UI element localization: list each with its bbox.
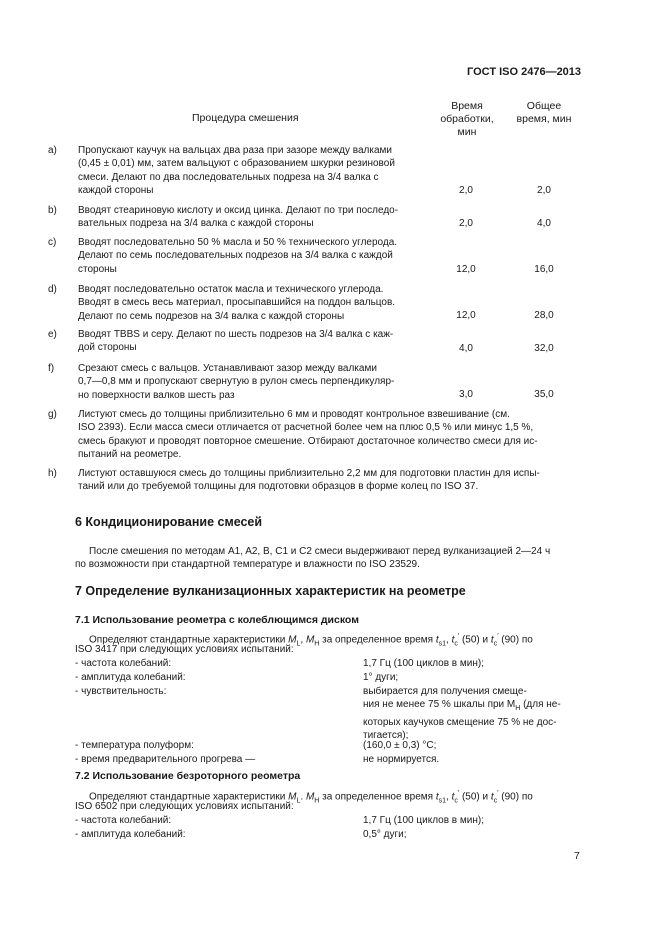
condition-label: - частота колебаний: [75, 658, 172, 669]
page-number: 7 [574, 850, 580, 862]
step-letter: c) [48, 237, 57, 248]
condition-label: - амплитуда колебаний: [75, 829, 186, 840]
condition-label: - амплитуда колебаний: [75, 672, 186, 683]
step-total: 32,0 [534, 343, 554, 354]
step-letter: f) [48, 363, 55, 374]
condition-value: выбирается для получения смеще- ния не менее 75 % шкалы при $M_H$ (для не- которых каучуков смещение 75 % не дос- тигается); [363, 686, 561, 741]
subsection-7-1-intro: Определяют стандартные характеристики $M_L$, $M_H$ за определенное время $t_{s1}$, $t_c'$ (50) и $t_c'$ (90) по [89, 633, 533, 648]
condition-label: - температура полуформ: [75, 740, 194, 751]
condition-value: 1° дуги; [363, 672, 399, 683]
condition-label: - частота колебаний: [75, 815, 172, 826]
step-letter: g) [48, 409, 57, 420]
section-6-text-cont: по возможности при стандартной температуре и влажности по ISO 23529. [75, 559, 420, 570]
step-letter: d) [48, 284, 57, 295]
condition-value: 0,5° дуги; [363, 829, 407, 840]
step-text: Листуют оставшуюся смесь до толщины приблизительно 2,2 мм для подготовки пластин для испы- таний или до требуемой толщины для подготовки образцов в форме колец по ISO 37. [78, 468, 540, 493]
condition-label: - чувствительность: [75, 686, 167, 697]
step-text: Пропускают каучук на вальцах два раза при зазоре между валками (0,45 ± 0,01) мм, затем вальцуют с образованием шкурки резиновой смеси. Делают по два последовательных подреза на 3/4 валка с каждой стороны [78, 145, 395, 196]
document-id: ГОСТ ISO 2476—2013 [467, 66, 582, 78]
subsection-7-1-heading: 7.1 Использование реометра с колеблющимся диском [75, 614, 359, 626]
subsection-7-1-intro-cont: ISO 3417 при следующих условиях испытаний: [75, 644, 294, 655]
section-7-heading: 7 Определение вулканизационных характеристик на реометре [75, 584, 466, 598]
section-6-text: После смешения по методам A1, A2, B, C1 и C2 смеси выдерживают перед вулканизацией 2—24 ч [89, 546, 551, 557]
step-total: 28,0 [534, 310, 554, 321]
step-text: Вводят последовательно остаток масла и технического углерода. Вводят в смесь весь материал, просыпавшийся на поддон вальцов. Делают по семь подрезов на 3/4 валка с каждой стороны [78, 284, 396, 322]
step-letter: a) [48, 145, 57, 156]
step-text: Вводят TBBS и серу. Делают по шесть подрезов на 3/4 валка с каж- дой стороны [78, 329, 394, 354]
condition-label: - время предварительного прогрева — [75, 754, 256, 765]
step-text: Листуют смесь до толщины приблизительно 6 мм и проводят контрольное взвешивание (см. ISO 2393). Если масса смеси отличается от расчетной более чем на плюс 0,5 % или минус 1,5 %, смесь бракуют и проводят повторное смешение. Отбирают достаточное количество смеси для ис- пытаний на реометре. [78, 409, 538, 460]
step-time: 12,0 [456, 310, 476, 321]
step-total: 4,0 [537, 218, 551, 229]
total-column-header: Общее время, мин [516, 100, 572, 125]
condition-value: (160,0 ± 0,3) °C; [363, 740, 437, 751]
step-letter: h) [48, 468, 57, 479]
step-text: Срезают смесь с вальцов. Устанавливают зазор между валками 0,7—0,8 мм и пропускают свернутую в рулон смесь перпендикуляр- но поверхности валков шесть раз [78, 363, 395, 401]
condition-value: 1,7 Гц (100 циклов в мин); [363, 815, 484, 826]
step-time: 2,0 [459, 185, 473, 196]
step-time: 2,0 [459, 218, 473, 229]
step-total: 16,0 [534, 264, 554, 275]
step-letter: e) [48, 329, 57, 340]
step-time: 3,0 [459, 389, 473, 400]
section-6-heading: 6 Кондиционирование смесей [75, 515, 263, 529]
step-text: Вводят стеариновую кислоту и оксид цинка. Делают по три последо- вательных подреза на 3/4 валка с каждой стороны [78, 205, 399, 230]
procedure-column-header: Процедура смешения [192, 112, 299, 124]
step-time: 4,0 [459, 343, 473, 354]
step-total: 2,0 [537, 185, 551, 196]
subsection-7-2-heading: 7.2 Использование безроторного реометра [75, 770, 301, 782]
step-time: 12,0 [456, 264, 476, 275]
step-text: Вводят последовательно 50 % масла и 50 % технического углерода. Делают по семь последовательных подрезов на 3/4 валка с каждой стороны [78, 237, 398, 275]
time-column-header: Время обработки, мин [440, 100, 494, 138]
step-total: 35,0 [534, 389, 554, 400]
subsection-7-2-intro: Определяют стандартные характеристики $M_L$. $M_H$ за определенное время $t_{s1}$, $t_c'$ (50) и $t_c'$ (90) по [89, 790, 533, 805]
step-letter: b) [48, 205, 57, 216]
subsection-7-2-intro-cont: ISO 6502 при следующих условиях испытаний: [75, 801, 294, 812]
condition-value: 1,7 Гц (100 циклов в мин); [363, 658, 484, 669]
condition-value: не нормируется. [363, 754, 440, 765]
